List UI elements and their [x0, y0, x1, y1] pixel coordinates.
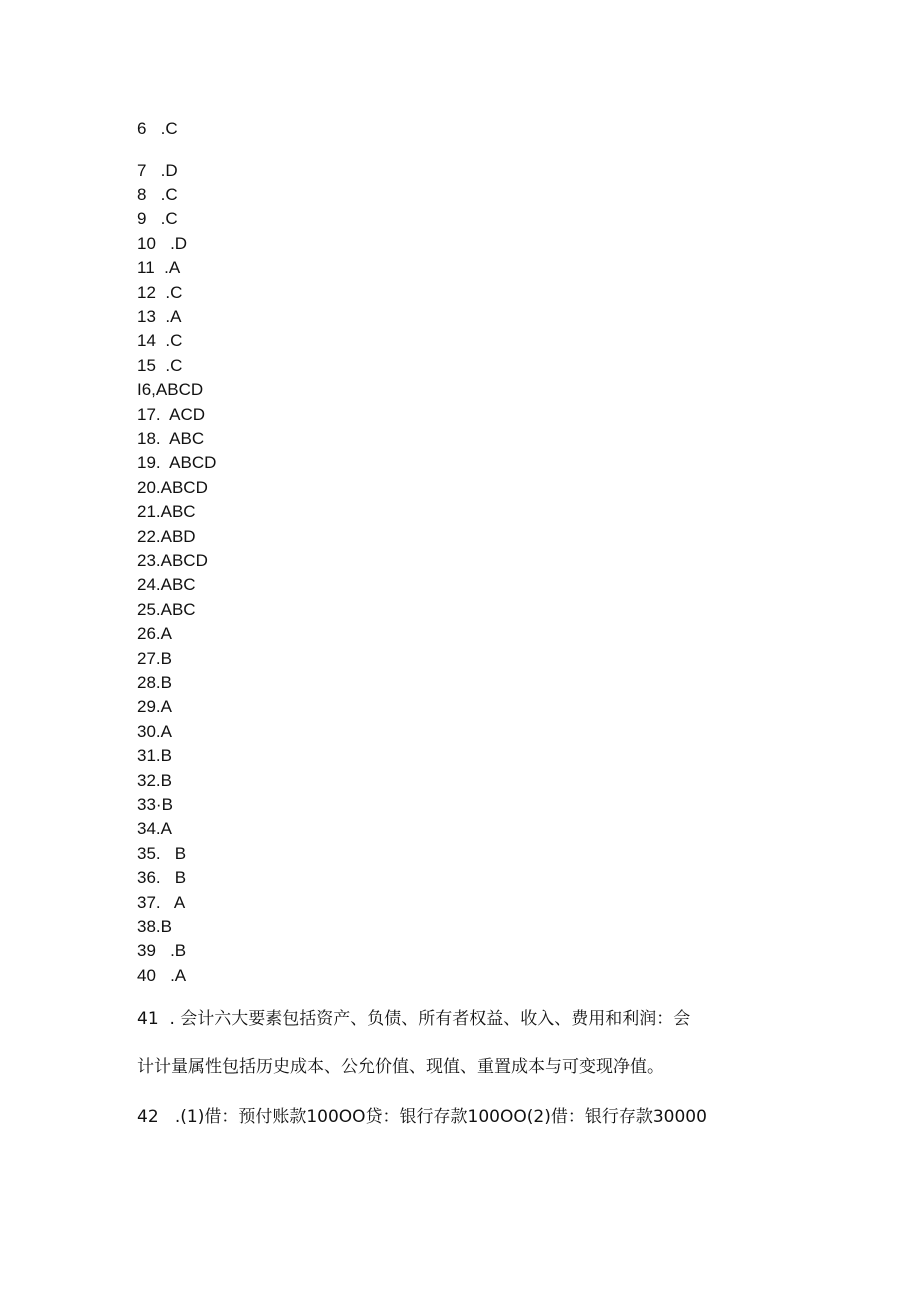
- answer-line: 12 .C: [137, 283, 183, 302]
- answer-line: 8 .C: [137, 185, 178, 204]
- answer-line: 20.ABCD: [137, 478, 208, 497]
- answer-line: 30.A: [137, 722, 172, 741]
- answer-line: 13 .A: [137, 307, 182, 326]
- answer-line: 27.B: [137, 649, 172, 668]
- answer-line: 33·B: [137, 795, 173, 814]
- answer-line: 28.B: [137, 673, 172, 692]
- answer-line: 10 .D: [137, 234, 188, 253]
- answer-line: 35. B: [137, 844, 187, 863]
- answer-line: 18. ABC: [137, 429, 205, 448]
- answer-line: 31.B: [137, 746, 172, 765]
- answer-line: 40 .A: [137, 966, 187, 985]
- answer-line: 23.ABCD: [137, 551, 208, 570]
- q42-line-1: 42 .(1)借：预付账款100OO贷：银行存款100OO(2)借：银行存款30000: [137, 1107, 707, 1127]
- answer-line: 26.A: [137, 624, 172, 643]
- q41-line-2: 计计量属性包括历史成本、公允价值、现值、重置成本与可变现净值。: [137, 1057, 664, 1077]
- answer-line: 34.A: [137, 819, 172, 838]
- answer-line: 32.B: [137, 771, 172, 790]
- answer-line: 29.A: [137, 697, 172, 716]
- answer-line: 24.ABC: [137, 575, 196, 594]
- answer-line: 38.B: [137, 917, 172, 936]
- answer-line: 22.ABD: [137, 527, 196, 546]
- answer-line: 15 .C: [137, 356, 183, 375]
- answer-line: 19. ABCD: [137, 453, 217, 472]
- answer-line: 39 .B: [137, 941, 187, 960]
- answer-line: I6,ABCD: [137, 380, 204, 399]
- answer-line: 11 .A: [137, 258, 181, 277]
- answer-line: 36. B: [137, 868, 187, 887]
- q41-line-1: 41 . 会计六大要素包括资产、负债、所有者权益、收入、费用和利润：会: [137, 1009, 691, 1029]
- answer-line: 7 .D: [137, 161, 178, 180]
- answer-line: 6 .C: [137, 119, 178, 138]
- answer-line: 9 .C: [137, 209, 178, 228]
- answer-line: 21.ABC: [137, 502, 196, 521]
- answer-line: 25.ABC: [137, 600, 196, 619]
- answer-line: 14 .C: [137, 331, 183, 350]
- answer-line: 17. ACD: [137, 405, 206, 424]
- answer-line: 37. A: [137, 893, 186, 912]
